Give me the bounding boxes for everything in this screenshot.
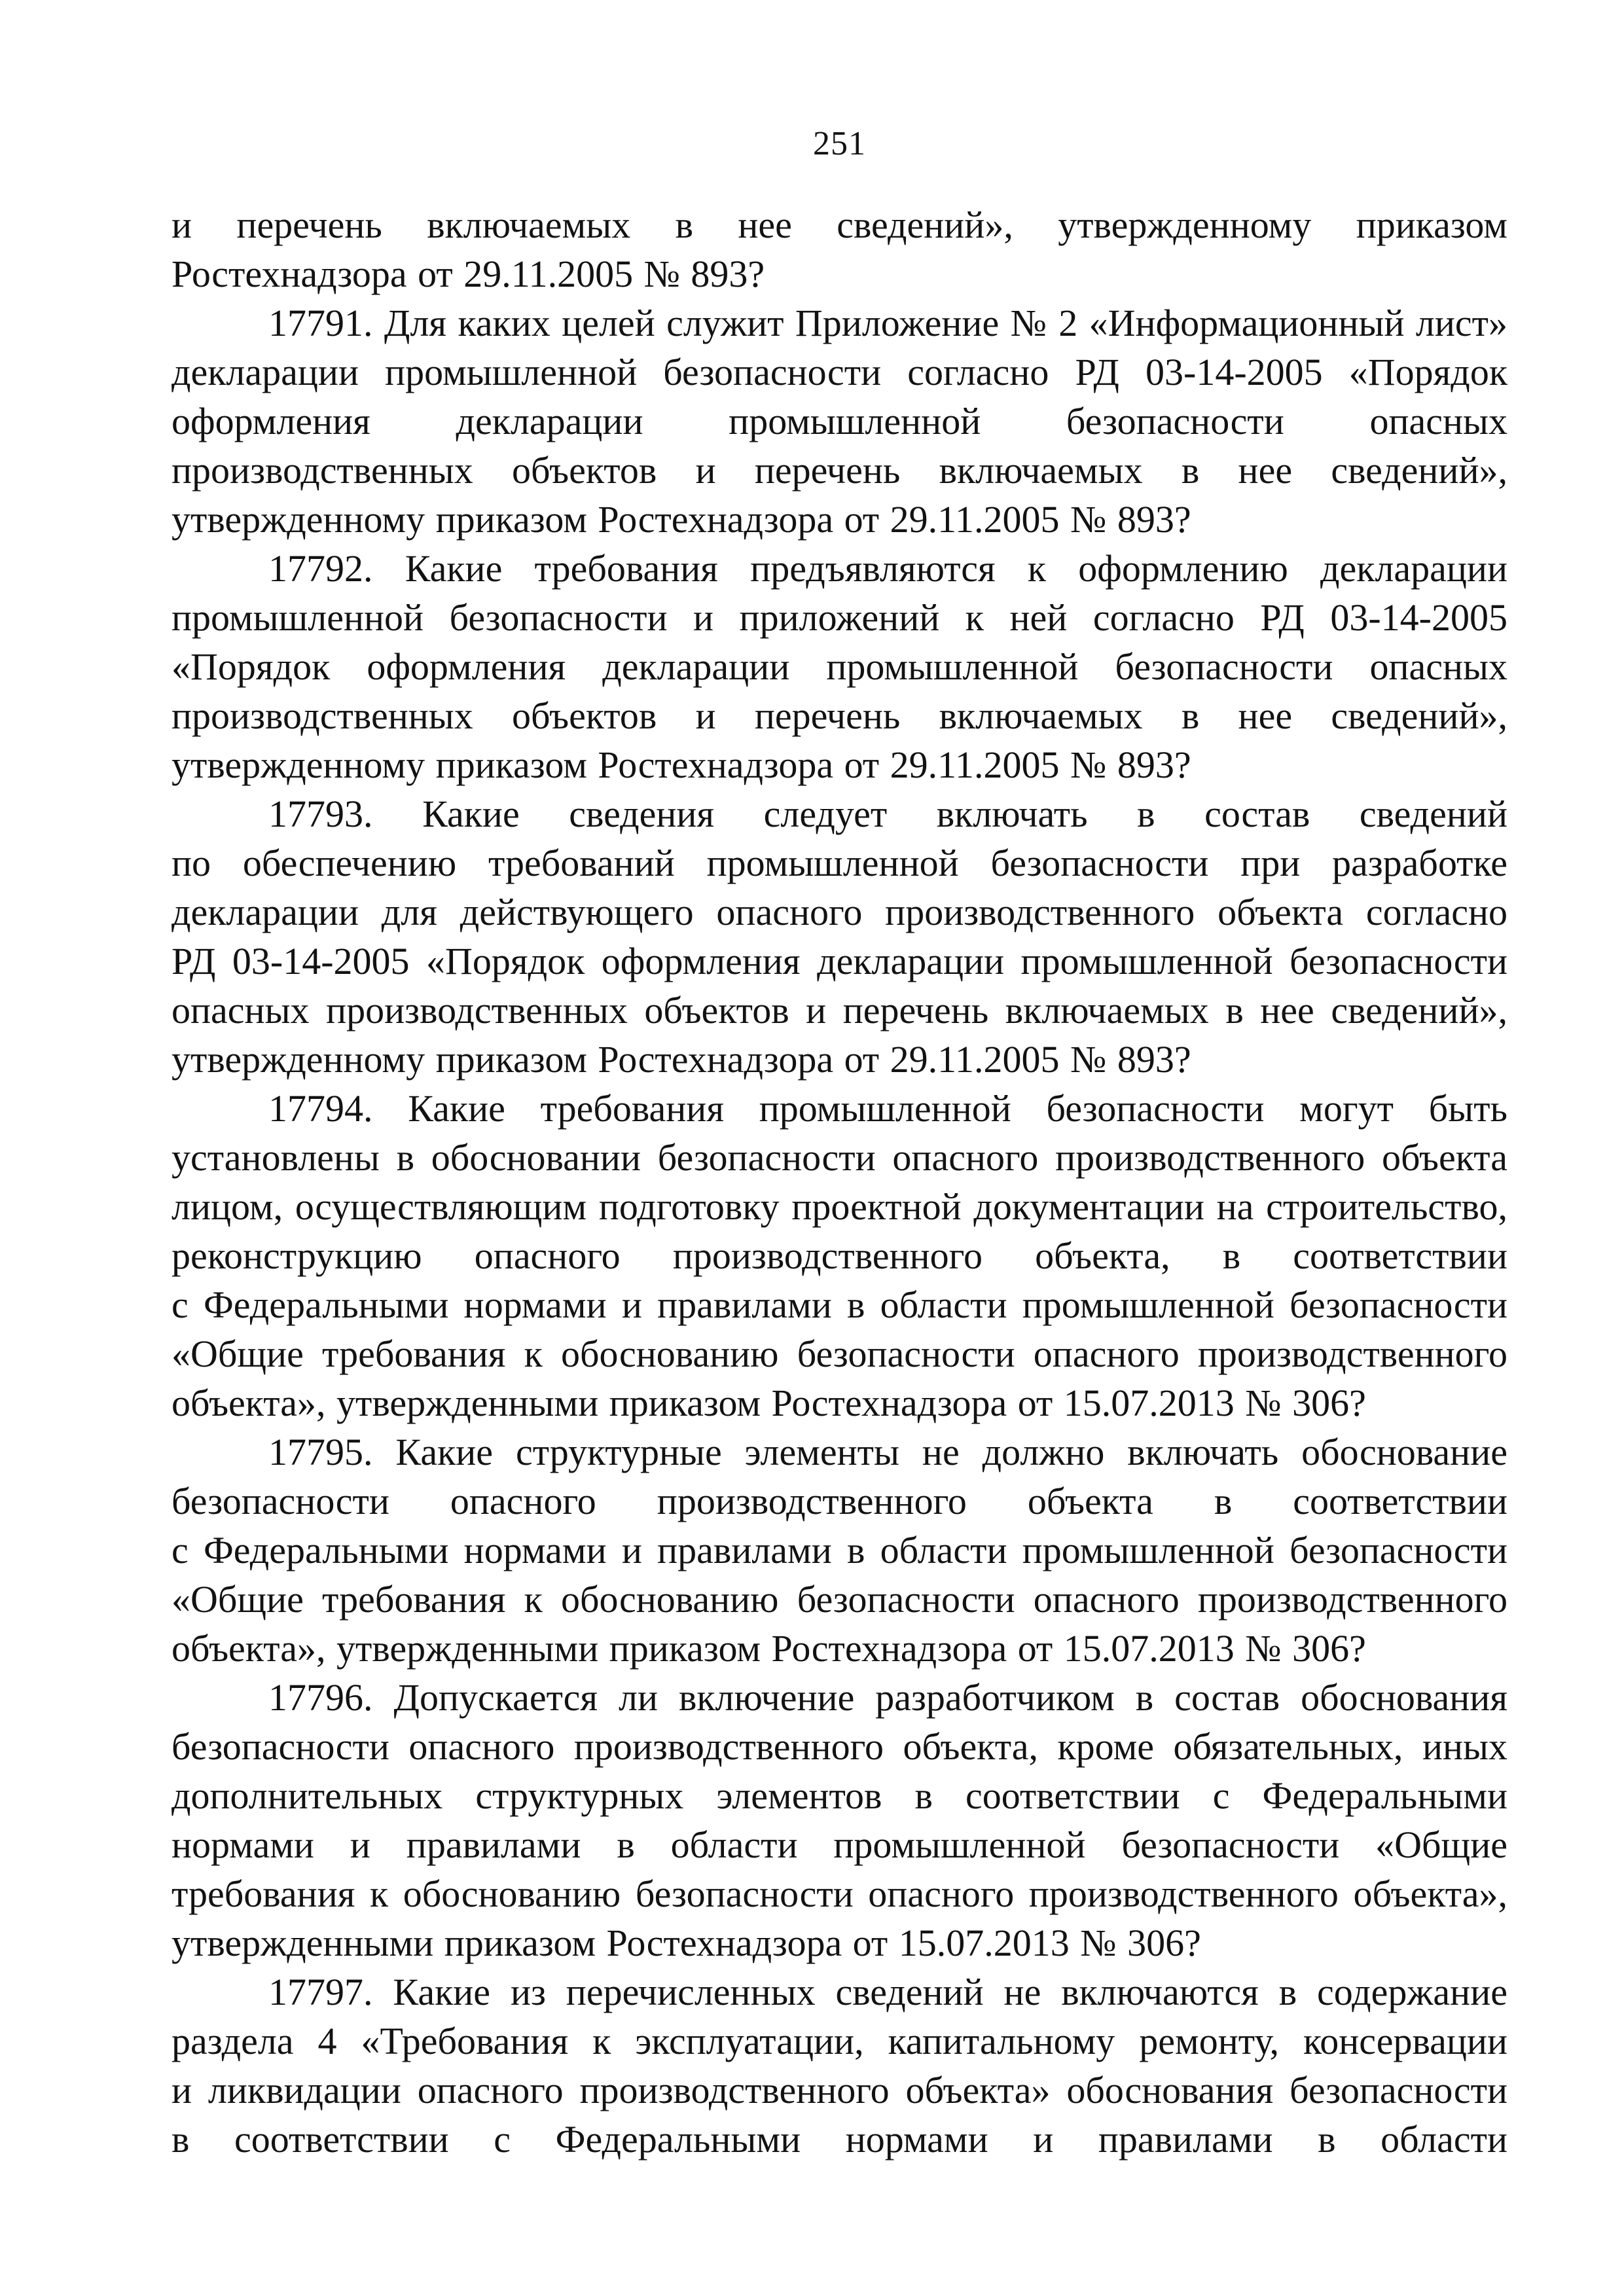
paragraph-17793: 17793. Какие сведения следует включать в состав сведений по обеспечению требований промышленной безопасности при разработке декларации для действующего опасного производственного объекта согласно РД 03-14-2005 «Порядок оформления декларации промышленной безопасности опасных производственных объектов и перечень включаемых в нее сведений», утвержденному приказом Ростехнадзора от 29.11.2005 № 893? [171, 793, 1507, 1081]
page-number: 251 [813, 125, 866, 162]
paragraph-17797: 17797. Какие из перечисленных сведений не включаются в содержание раздела 4 «Требования к эксплуатации, капитальному ремонту, консервации и ликвидации опасного производственного объекта» обоснования безопасности в соответствии с Федеральными нормами и правилами в области [171, 1971, 1507, 2161]
paragraph-17792: 17792. Какие требования предъявляются к оформлению декларации промышленной безопасности и приложений к ней согласно РД 03-14-2005 «Порядок оформления декларации промышленной безопасности опасных производственных объектов и перечень включаемых в нее сведений», утвержденному приказом Ростехнадзора от 29.11.2005 № 893? [171, 547, 1507, 786]
paragraph-17796: 17796. Допускается ли включение разработчиком в состав обоснования безопасности опасного производственного объекта, кроме обязательных, иных дополнительных структурных элементов в соответствии с Федеральными нормами и правилами в области промышленной безопасности «Общие требования к обоснованию безопасности опасного производственного объекта», утвержденными приказом Ростехнадзора от 15.07.2013 № 306? [171, 1676, 1507, 1964]
paragraph-17794: 17794. Какие требования промышленной безопасности могут быть установлены в обосновании безопасности опасного производственного объекта лицом, осуществляющим подготовку проектной документации на строительство, реконструкцию опасного производственного объекта, в соответствии с Федеральными нормами и правилами в области промышленной безопасности «Общие требования к обоснованию безопасности опасного производственного объекта», утвержденными приказом Ростехнадзора от 15.07.2013 № 306? [171, 1087, 1507, 1424]
paragraph-17795: 17795. Какие структурные элементы не должно включать обоснование безопасности опасного производственного объекта в соответствии с Федеральными нормами и правилами в области промышленной безопасности «Общие требования к обоснованию безопасности опасного производственного объекта», утвержденными приказом Ростехнадзора от 15.07.2013 № 306? [171, 1431, 1507, 1670]
paragraph-17791: 17791. Для каких целей служит Приложение № 2 «Информационный лист» декларации промышленной безопасности согласно РД 03-14-2005 «Порядок оформления декларации промышленной безопасности опасных производственных объектов и перечень включаемых в нее сведений», утвержденному приказом Ростехнадзора от 29.11.2005 № 893? [171, 302, 1507, 541]
paragraph-continuation: и перечень включаемых в нее сведений», утвержденному приказом Ростехнадзора от 29.11.2005 № 893? [171, 204, 1507, 295]
